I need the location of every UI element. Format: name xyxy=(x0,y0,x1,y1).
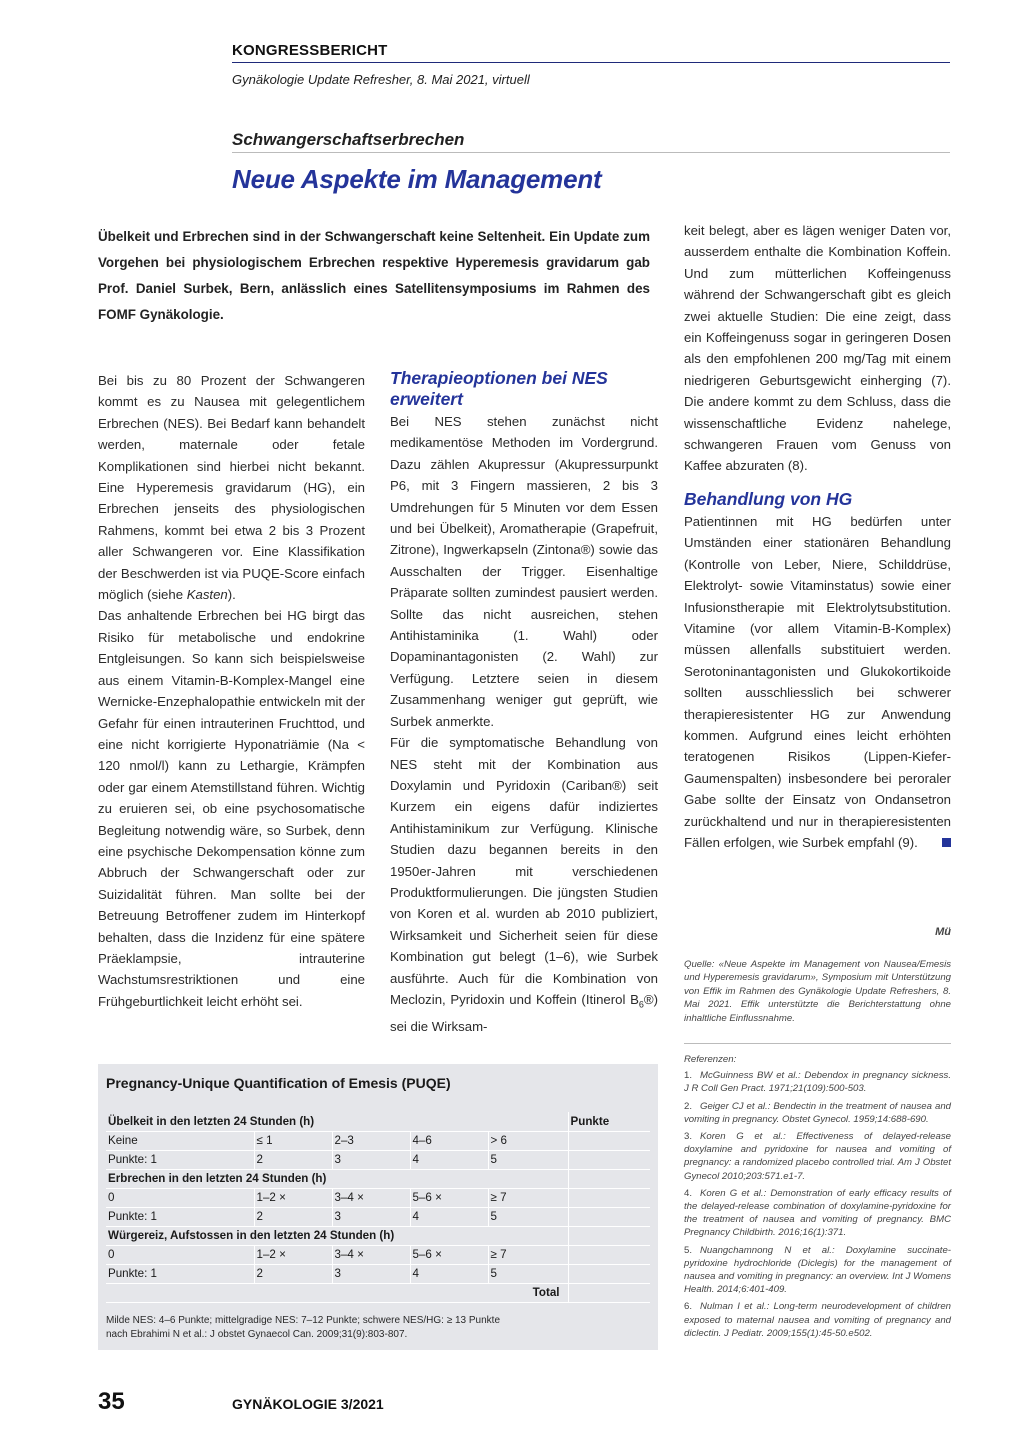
paragraph: Für die symptomatische Behandlung von NES steht mit der Kombination aus Doxylamin und Pyridoxin (Cariban®) seit Kurzem ein eigens dafür indiziertes Antihistaminikum zur Verfügung. Klinische Studien dazu begannen bereits in den 1950er-Jahren mit verschiedenen Produktformulierungen. Die jüngsten Studien von Koren et al. wurden ab 2010 publiziert, Wirksamkeit und Sicherheit seien für diese Kombination gut belegt (1–6), wie Surbek ausführte. Auch für die Kombination von Meclozin, Pyridoxin und Koffein (Itinerol $B_6®$) sei die Wirksam- xyxy=(390,735,658,1035)
table-cell: 1–2 × xyxy=(254,1188,332,1207)
table-cell: 2 xyxy=(254,1150,332,1169)
table-row xyxy=(106,1112,650,1131)
table-cell: Punkte: 1 xyxy=(106,1207,254,1226)
puqe-note-line: nach Ebrahimi N et al.: J obstet Gynaecol Can. 2009;31(9):803-807. xyxy=(106,1328,408,1340)
table-row xyxy=(106,1169,650,1188)
article-kicker: Schwangerschaftserbrechen xyxy=(232,130,465,149)
puqe-note xyxy=(106,1314,500,1341)
puqe-title: Pregnancy-Unique Quantification of Emesis (PUQE) xyxy=(106,1075,451,1091)
table-cell: 4 xyxy=(410,1150,488,1169)
header-rule xyxy=(232,62,950,63)
event-line: Gynäkologie Update Refresher, 8. Mai 2021, virtuell xyxy=(232,72,530,87)
table-cell: 5–6 × xyxy=(410,1245,488,1264)
kicker-rule xyxy=(232,152,950,153)
paragraph: Bei NES stehen zunächst nicht medikamentöse Methoden im Vordergrund. Dazu zählen Akupressur (Akupressurpunkt P6, mit 3 Fingern massieren, 2 bis 3 Umdrehungen für 5 Minuten vor dem Essen und bei Übelkeit), Aromatherapie (Grapefruit, Zitrone), Ingwerkapseln (Zintona®) sowie das Ausschalten der Trigger. Eisenhaltige Präparate sollten zumindest pausiert werden. Sollte das nicht ausreichen, stehen Antihistaminika (1. Wahl) oder Dopaminantagonisten (2. Wahl) zur Verfügung. Letztere seien in diesem Zusammenhang weniger gut geprüft, wie Surbek anmerkte. xyxy=(390,414,658,729)
table-cell: Punkte: 1 xyxy=(106,1264,254,1283)
references xyxy=(684,1053,951,1344)
table-section-heading: Übelkeit in den letzten 24 Stunden (h) xyxy=(106,1112,568,1131)
table-section-heading: Erbrechen in den letzten 24 Stunden (h) xyxy=(106,1169,568,1188)
table-cell: 3 xyxy=(332,1150,410,1169)
reference-item: 6. Nulman I et al.: Long-term neurodevelopment of children exposed to maternal nausea and vomiting of pregnancy and diclectin. J Pediatr. 2009;155(1):45-50.e502. xyxy=(684,1301,951,1339)
puqe-note-line: Milde NES: 4–6 Punkte; mittelgradige NES: 7–12 Punkte; schwere NES/HG: ≥ 13 Punkte xyxy=(106,1315,501,1326)
subheading-hg: Behandlung von HG xyxy=(684,488,853,509)
table-row xyxy=(106,1207,650,1226)
references-heading: Referenzen: xyxy=(684,1054,737,1065)
journal-issue: GYNÄKOLOGIE 3/2021 xyxy=(232,1396,384,1412)
table-cell: 5 xyxy=(488,1264,568,1283)
paragraph: keit belegt, aber es lägen weniger Daten vor, ausserdem enthalte die Kombination Koffein. Und zum mütterlichen Koffeingenuss während der Schwangerschaft gibt es gleich zwei aktuelle Studien: Die eine zeigt, dass ein Koffeingenuss sogar in geringeren Dosen als den empfohlenen 200 mg/Tag mit einem niedrigeren Geburtsgewicht einherging (7). Die andere kommt zu dem Schluss, dass die wissenschaftliche Evidenz nahelege, schwangeren Frauen vom Genuss von Kaffee abzuraten (8). xyxy=(684,223,951,474)
paragraph: Bei bis zu 80 Prozent der Schwangeren kommt es zu Nausea mit gelegentlichem Erbrechen (NES). Bei Bedarf kann behandelt werden, maternale oder fetale Komplikationen sind hierbei nicht bekannt. Eine Hyperemesis gravidarum (HG), ein Erbrechen jenseits des physiologischen Rahmens, kommt bei etwa 2 bis 3 Prozent aller Schwangeren vor. Eine Klassifikation der Beschwerden ist via PUQE-Score einfach möglich (siehe Kasten). xyxy=(98,373,365,603)
table-section-heading: Würgereiz, Aufstossen in den letzten 24 Stunden (h) xyxy=(106,1226,568,1245)
table-cell xyxy=(568,1131,650,1150)
body-column-1 xyxy=(98,370,365,1012)
table-row xyxy=(106,1188,650,1207)
body-column-2 xyxy=(390,368,658,1037)
table-cell xyxy=(568,1188,650,1207)
end-mark-icon xyxy=(942,838,951,847)
paragraph: Patientinnen mit HG bedürfen unter Umständen einer stationären Behandlung (Kontrolle von Leber, Niere, Schilddrüse, Elektrolyt- sowie Vitaminstatus) sowie einer Infusionstherapie mit Elektrolytsubstitution. Vitamine (vor allem Vitamin-B-Komplex) müssen allenfalls substituiert werden. Serotoninantagonisten und Glukokortikoide sollten ausschliesslich bei schwerer therapieresistenter HG zur Anwendung kommen. Aufgrund eines leicht erhöhten teratogenen Risikos (Lippen-Kiefer-Gaumenspalten) insbesondere bei peroraler Gabe sollte der Einsatz von Ondansetron zurückhaltend und nur in therapieresistenten Fällen erfolgen, wie Surbek empfahl (9). xyxy=(684,513,951,850)
table-cell: > 6 xyxy=(488,1131,568,1150)
table-total-label: Total xyxy=(106,1283,568,1302)
table-cell: 4–6 xyxy=(410,1131,488,1150)
table-cell: 0 xyxy=(106,1188,254,1207)
table-row xyxy=(106,1264,650,1283)
table-row xyxy=(106,1245,650,1264)
table-row xyxy=(106,1131,650,1150)
reference-item: 1. McGuinness BW et al.: Debendox in pregnancy sickness. J R Coll Gen Pract. 1971;21(109):500-503. xyxy=(684,1070,951,1095)
table-cell: Keine xyxy=(106,1131,254,1150)
table-cell: 2–3 xyxy=(332,1131,410,1150)
table-row xyxy=(106,1226,650,1245)
table-cell: 3–4 × xyxy=(332,1188,410,1207)
section-label: KONGRESSBERICHT xyxy=(232,42,388,59)
table-cell: ≥ 7 xyxy=(488,1188,568,1207)
table-header-cell: Punkte xyxy=(568,1112,650,1131)
table-cell: 1–2 × xyxy=(254,1245,332,1264)
table-cell: 2 xyxy=(254,1207,332,1226)
table-cell: 5 xyxy=(488,1207,568,1226)
puqe-box xyxy=(98,1064,658,1350)
table-cell: 3–4 × xyxy=(332,1245,410,1264)
article-title: Neue Aspekte im Management xyxy=(232,164,602,194)
puqe-table xyxy=(106,1112,650,1303)
references-rule xyxy=(684,1043,951,1044)
article-lead: Übelkeit und Erbrechen sind in der Schwangerschaft keine Seltenheit. Ein Update zum Vorgehen bei physiologischem Erbrechen respektive Hyperemesis gravidarum gab Prof. Daniel Surbek, Bern, anlässlich eines Satellitensymposiums im Rahmen des FOMF Gynäkologie. xyxy=(98,229,650,322)
table-cell: 0 xyxy=(106,1245,254,1264)
table-cell: 3 xyxy=(332,1207,410,1226)
table-cell xyxy=(568,1226,650,1245)
reference-item: 4. Koren G et al.: Demonstration of early efficacy results of the delayed-release combination of doxylamine-pyridoxine for the treatment of nausea and vomiting of pregnancy. BMC Pregnancy Childbirth. 2016;16(1):371. xyxy=(684,1187,951,1239)
table-cell xyxy=(568,1283,650,1302)
table-cell xyxy=(568,1207,650,1226)
source-note: Quelle: «Neue Aspekte im Management von Nausea/Emesis und Hyperemesis gravidarum», Symposium mit Unterstützung von Effik im Rahmen des Gynäkologie Update Refreshers, 8. Mai 2021. Effik unterstützte die Berichterstattung ohne inhaltliche Einflussnahme. xyxy=(684,959,951,1024)
table-cell: ≤ 1 xyxy=(254,1131,332,1150)
table-cell: ≥ 7 xyxy=(488,1245,568,1264)
page-number: 35 xyxy=(98,1388,125,1415)
table-row xyxy=(106,1150,650,1169)
body-column-3 xyxy=(684,220,951,853)
paragraph: Das anhaltende Erbrechen bei HG birgt das Risiko für metabolische und endokrine Entgleisungen. So kann sich beispielsweise aus einem Vitamin-B-Komplex-Mangel eine Wernicke-Enzephalopathie entwickeln mit der Gefahr für einen intrauterinen Fruchttod, und eine nicht korrigierte Hyponatriämie (Na < 120 nmol/l) kann zu Lethargie, Krämpfen oder gar einem Atemstillstand führen. Wichtig zu eruieren sei, ob eine psychosomatische Begleitung notwendig wäre, so Surbek, denn eine psychische Dekompensation könne zum Abbruch der Schwangerschaft oder zur Suizidalität führen. Man sollte bei der Betreuung Betroffener zudem im Hinterkopf behalten, dass die Inzidenz für eine spätere Präeklampsie, intrauterine Wachstumsrestriktionen und eine Frühgeburtlichkeit leicht erhöht sei. xyxy=(98,608,365,1009)
table-cell: Punkte: 1 xyxy=(106,1150,254,1169)
table-cell xyxy=(568,1169,650,1188)
table-cell: 5 xyxy=(488,1150,568,1169)
table-cell xyxy=(568,1245,650,1264)
table-cell: 5–6 × xyxy=(410,1188,488,1207)
reference-item: 2. Geiger CJ et al.: Bendectin in the treatment of nausea and vomiting in pregnancy. Obstet Gynecol. 1959;14:688-690. xyxy=(684,1100,951,1125)
table-row xyxy=(106,1283,650,1302)
table-cell: 4 xyxy=(410,1207,488,1226)
reference-item: 5. Nuangchamnong N et al.: Doxylamine succinate-pyridoxine hydrochloride (Diclegis) for the management of nausea and vomiting in pregnancy: an overview. Int J Womens Health. 2014;6:401-409. xyxy=(684,1244,951,1296)
subheading-nes: Therapieoptionen bei NES erweitert xyxy=(390,368,608,409)
table-cell xyxy=(568,1264,650,1283)
table-cell: 3 xyxy=(332,1264,410,1283)
table-cell: 2 xyxy=(254,1264,332,1283)
table-cell xyxy=(568,1150,650,1169)
reference-item: 3. Koren G et al.: Effectiveness of delayed-release doxylamine and pyridoxine for nausea and vomiting of pregnancy: a randomized placebo controlled trial. Am J Obstet Gynecol 2010;203:571.e1-7. xyxy=(684,1131,951,1182)
author-initials: Mü xyxy=(935,926,951,938)
table-cell: 4 xyxy=(410,1264,488,1283)
